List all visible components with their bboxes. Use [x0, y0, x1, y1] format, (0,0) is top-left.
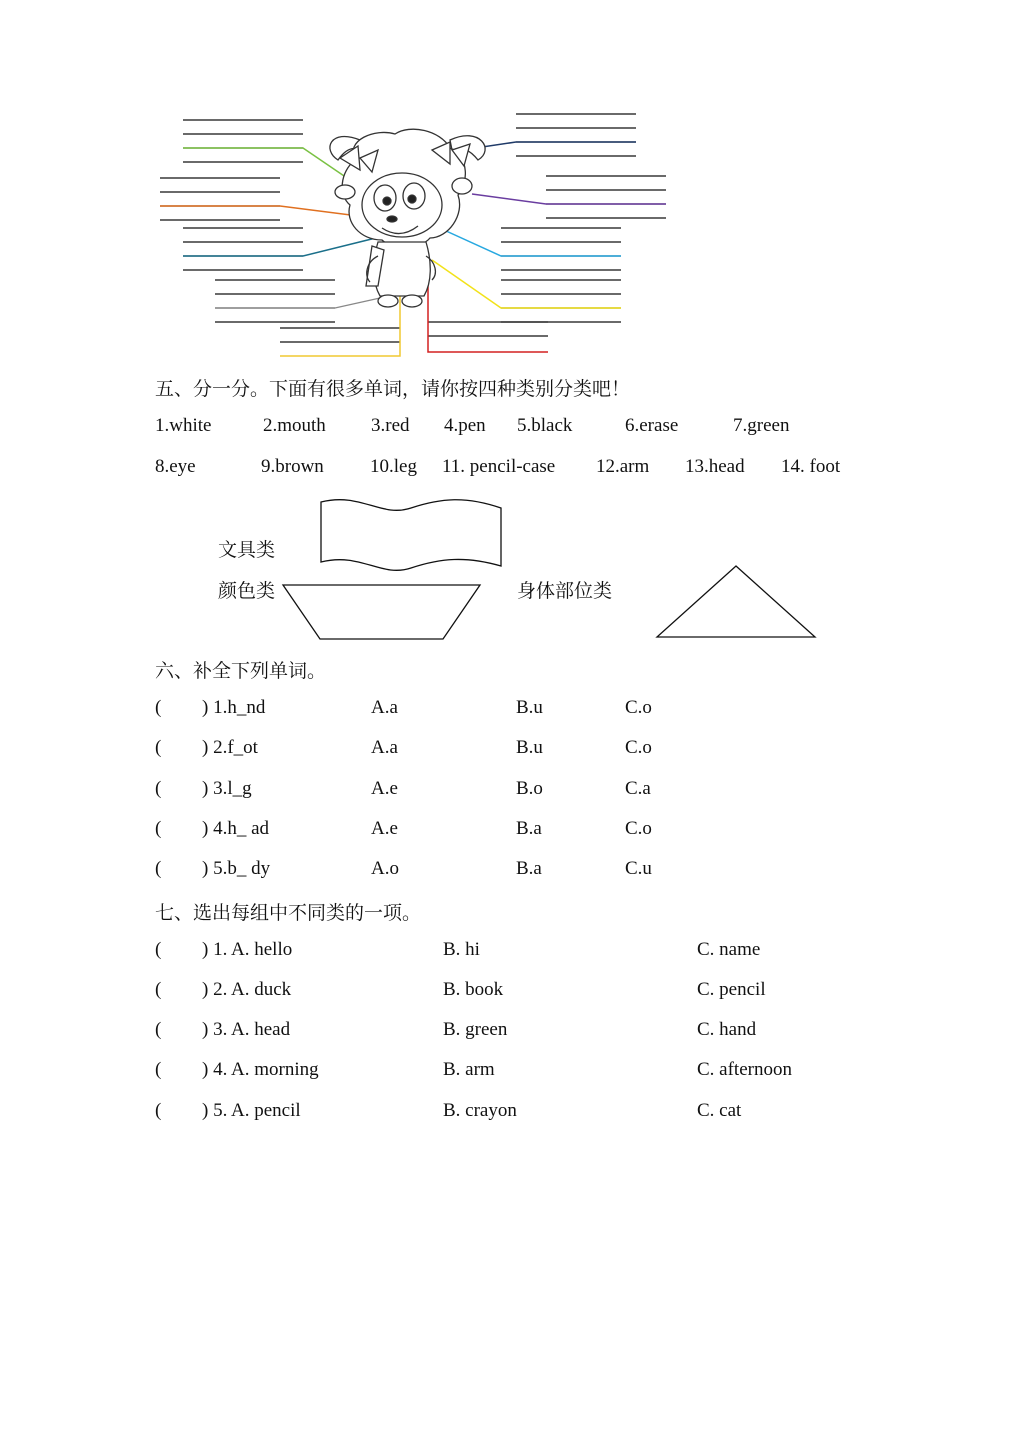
word-item: 11. pencil-case [442, 456, 556, 477]
stationery-wave-box [321, 500, 501, 571]
word-item: 6.erase [625, 415, 679, 436]
word-item: 3.red [371, 415, 410, 436]
option-c: C. pencil [697, 979, 766, 1000]
word-item: 14. foot [781, 456, 841, 477]
category-stationery-label: 文具类 [218, 539, 276, 561]
option-a: A.e [371, 818, 398, 839]
option-b: B. hi [443, 939, 480, 960]
left-foot [378, 295, 398, 307]
answer-paren[interactable]: ( [155, 1019, 162, 1040]
option-c: C. hand [697, 1019, 757, 1040]
option-a: A.a [371, 737, 398, 758]
answer-paren[interactable]: ( [155, 697, 162, 718]
option-b: B.u [516, 737, 543, 758]
question-text: ) 3.l_g [202, 778, 252, 799]
section7-title: 七、选出每组中不同类的一项。 [155, 902, 422, 924]
option-a: A.o [371, 858, 399, 879]
pointer-line-red [428, 282, 548, 352]
sheep-labeling-diagram [0, 0, 1024, 380]
option-c: C. afternoon [697, 1059, 792, 1080]
word-item: 7.green [733, 415, 790, 436]
color-trapezoid-box [283, 585, 480, 639]
category-body-label: 身体部位类 [517, 580, 613, 602]
question-text: ) 1.h_nd [202, 697, 266, 718]
pointer-line-purple [472, 194, 666, 204]
answer-paren[interactable]: ( [155, 778, 162, 799]
answer-paren[interactable]: ( [155, 858, 162, 879]
word-item: 5.black [517, 415, 573, 436]
question-text: ) 2. A. duck [202, 979, 292, 1000]
answer-paren[interactable]: ( [155, 1100, 162, 1121]
question-text: ) 2.f_ot [202, 737, 258, 758]
option-a: A.e [371, 778, 398, 799]
question-text: ) 3. A. head [202, 1019, 291, 1040]
question-text: ) 1. A. hello [202, 939, 293, 960]
option-b: B. arm [443, 1059, 495, 1080]
answer-paren[interactable]: ( [155, 979, 162, 1000]
sheep-nose [387, 216, 397, 222]
word-item: 2.mouth [263, 415, 326, 436]
option-a: A.a [371, 697, 398, 718]
pointer-line-gray [215, 298, 380, 308]
left-ear [335, 185, 355, 199]
question-text: ) 5.b_ dy [202, 858, 271, 879]
pointer-line-yellow [432, 260, 621, 308]
word-item: 13.head [685, 456, 745, 477]
section5-title: 五、分一分。下面有很多单词，请你按四种类别分类吧！ [155, 378, 631, 400]
category-color-label: 颜色类 [218, 580, 276, 602]
option-c: C. cat [697, 1100, 742, 1121]
word-item: 4.pen [444, 415, 486, 436]
word-item: 1.white [155, 415, 212, 436]
option-c: C.a [625, 778, 651, 799]
option-b: B.o [516, 778, 543, 799]
option-c: C.o [625, 737, 652, 758]
option-c: C. name [697, 939, 761, 960]
answer-paren[interactable]: ( [155, 939, 162, 960]
option-b: B.a [516, 818, 542, 839]
option-b: B.a [516, 858, 542, 879]
question-text: ) 5. A. pencil [202, 1100, 301, 1121]
section6-title: 六、补全下列单词。 [155, 660, 327, 682]
sheep-face [362, 173, 442, 237]
word-item: 8.eye [155, 456, 196, 477]
word-item: 12.arm [596, 456, 650, 477]
option-c: C.o [625, 818, 652, 839]
option-b: B.u [516, 697, 543, 718]
question-text: ) 4.h_ ad [202, 818, 270, 839]
option-c: C.o [625, 697, 652, 718]
right-foot [402, 295, 422, 307]
answer-paren[interactable]: ( [155, 737, 162, 758]
question-text: ) 4. A. morning [202, 1059, 319, 1080]
word-item: 9.brown [261, 456, 324, 477]
body-triangle-box [657, 566, 815, 637]
option-b: B. crayon [443, 1100, 517, 1121]
word-item: 10.leg [370, 456, 417, 477]
option-b: B. book [443, 979, 504, 1000]
right-ear [452, 178, 472, 194]
option-b: B. green [443, 1019, 508, 1040]
answer-paren[interactable]: ( [155, 1059, 162, 1080]
answer-paren[interactable]: ( [155, 818, 162, 839]
option-c: C.u [625, 858, 652, 879]
